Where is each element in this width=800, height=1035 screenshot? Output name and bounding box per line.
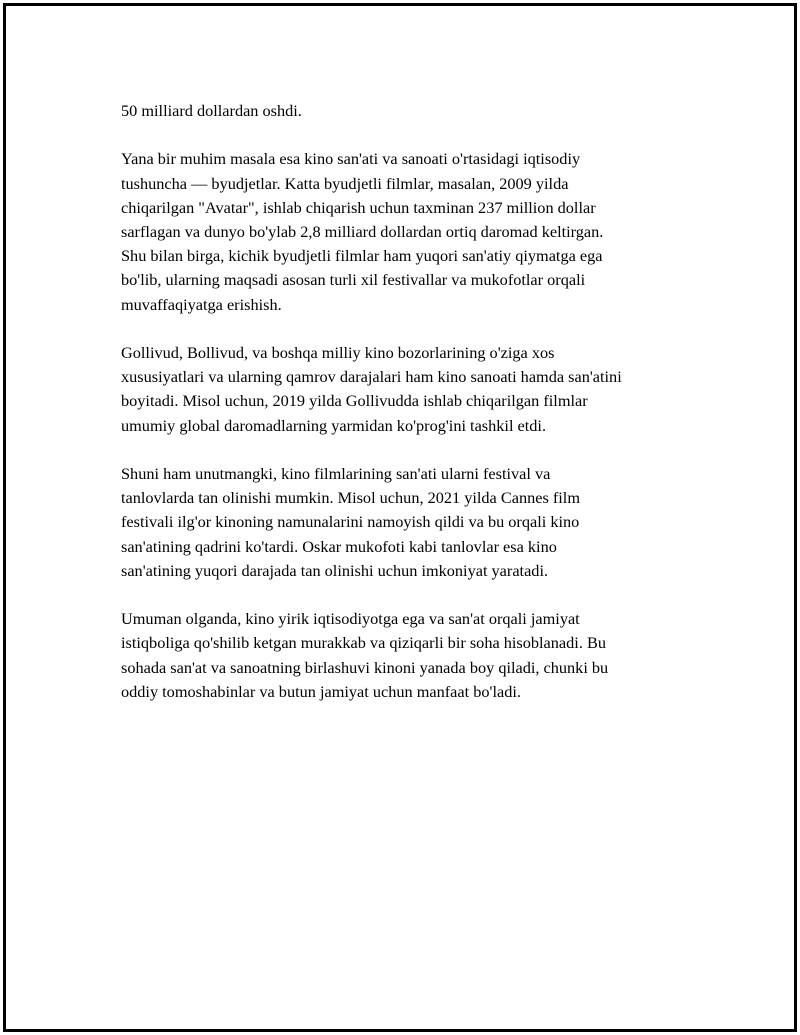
paragraph-conclusion: Umuman olganda, kino yirik iqtisodiyotga ega va san'at orqali jamiyat istiqboliga qo'shilib ketgan murakkab va qiziqarli bir soha hisoblanadi. Bu sohada san'at va sanoatning birlashuvi kinoni yanada boy qiladi, chunki bu oddiy tomoshabinlar va butun jamiyat uchun manfaat bo'ladi. [121,609,609,701]
document-body [121,99,681,728]
paragraph-continuation: 50 milliard dollardan oshdi. [121,101,302,120]
paragraph-festivals: Shuni ham unutmangki, kino filmlarining san'ati ularni festival va tanlovlarda tan olinishi mumkin. Misol uchun, 2021 yilda Cannes film festivali ilg'or kinoning namunalarini namoyish qildi va bu orqali kino san'atining qadrini ko'tardi. Oskar mukofoti kabi tanlovlar esa kino san'atining yuqori darajada tan olinishi uchun imkoniyat yaratadi. [121,464,580,580]
page-frame [3,3,797,1032]
paragraph-budgets: Yana bir muhim masala esa kino san'ati va sanoati o'rtasidagi iqtisodiy tushuncha — byudjetlar. Katta byudjetli filmlar, masalan, 2009 yilda chiqarilgan "Avatar", ishlab chiqarish uchun taxminan 237 million dollar sarflagan va dunyo bo'ylab 2,8 milliard dollardan ortiq daromad keltirgan. Shu bilan birga, kichik byudjetli filmlar ham yuqori san'atiy qiymatga ega bo'lib, ularning maqsadi asosan turli xil festivallar va mukofotlar orqali muvaffaqiyatga erishish. [121,149,604,314]
paragraph-markets: Gollivud, Bollivud, va boshqa milliy kino bozorlarining o'ziga xos xususiyatlari va ularning qamrov darajalari ham kino sanoati hamda san'atini boyitadi. Misol uchun, 2019 yilda Gollivudda ishlab chiqarilgan filmlar umumiy global daromadlarning yarmidan ko'prog'ini tashkil etdi. [121,343,622,435]
